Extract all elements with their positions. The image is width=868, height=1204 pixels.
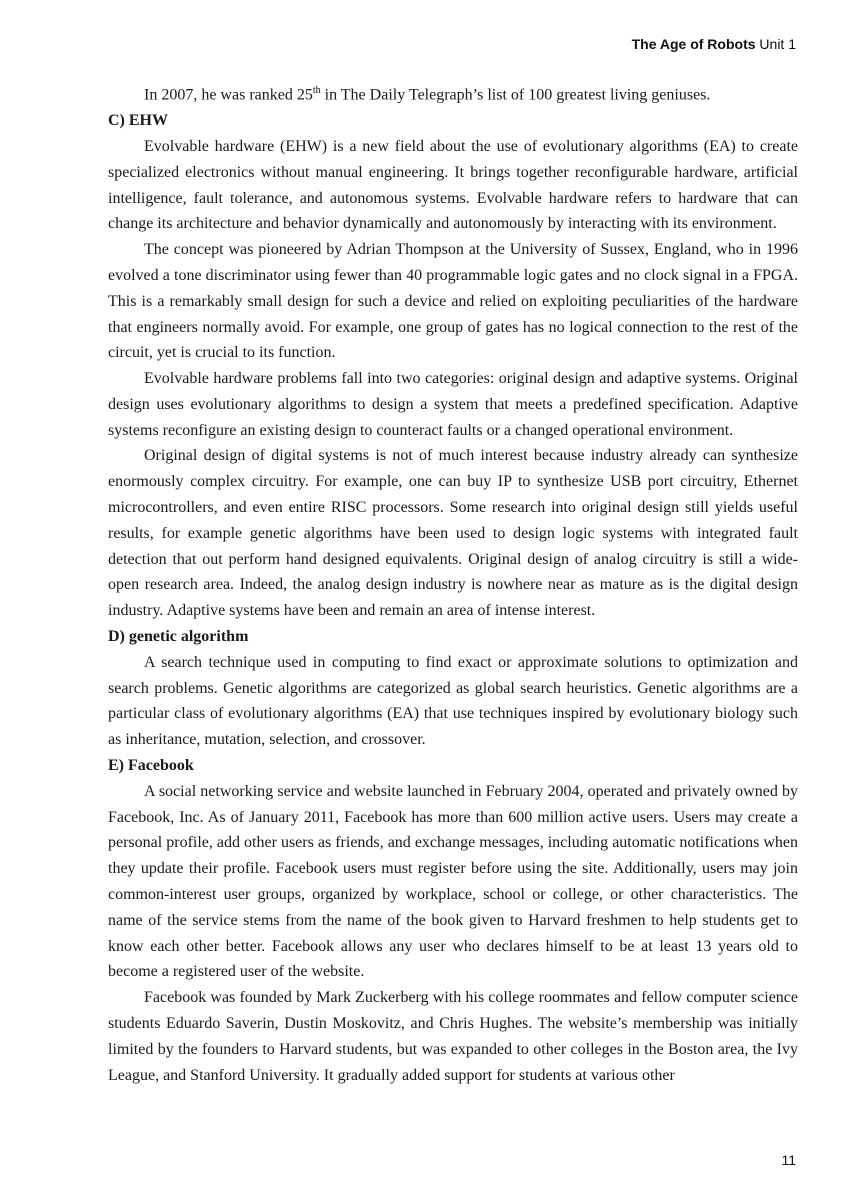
intro-text-start: In 2007, he was ranked 25 [144,86,313,104]
facebook-paragraph-2: Facebook was founded by Mark Zuckerberg with his college roommates and fellow computer science students Eduardo Saverin, Dustin Moskovitz, and Chris Hughes. The website’s membership was initially limited by the founders to Harvard students, but was expanded to other colleges in the Boston area, the Ivy League, and Stanford University. It gradually added support for students at various other [108,989,798,1084]
unit-label: Unit 1 [759,36,796,52]
page-number: 11 [781,1152,796,1168]
section-heading-facebook: E) Facebook [108,757,194,775]
ehw-paragraph-1: Evolvable hardware (EHW) is a new field about the use of evolutionary algorithms (EA) to create specialized electronics without manual engineering. It brings together reconfigurable hardware, artificial intelligence, fault tolerance, and autonomous systems. Evolvable hardware refers to hardware that can change its architecture and behavior dynamically and autonomously by interacting with its environment. [108,137,798,233]
ehw-paragraph-4: Original design of digital systems is not of much interest because industry already can synthesize enormously complex circuitry. For example, one can buy IP to synthesize USB port circuitry, Ethernet microcontrollers, and even entire RISC processors. Some research into original design still yields useful results, for example genetic algorithms have been used to design logic systems with integrated fault detection that out perform hand designed equivalents. Original design of analog circuitry is still a wide-open research area. Indeed, the analog design industry is nowhere near as mature as is the digital design industry. Adaptive systems have been and remain an area of intense interest. [108,447,798,620]
section-heading-ehw: C) EHW [108,112,168,130]
intro-text-end: in The Daily Telegraph’s list of 100 greatest living geniuses. [320,86,711,104]
running-header [632,36,796,52]
ordinal-suffix: th [312,85,321,96]
ehw-paragraph-3: Evolvable hardware problems fall into two categories: original design and adaptive systems. Original design uses evolutionary algorithms to design a system that meets a predefined specification. Adaptive systems reconfigure an existing design to counteract faults or a changed operational environment. [108,370,798,439]
genetic-algorithm-paragraph-1: A search technique used in computing to find exact or approximate solutions to optimization and search problems. Genetic algorithms are categorized as global search heuristics. Genetic algorithms are a particular class of evolutionary algorithms (EA) that use techniques inspired by evolutionary biology such as inheritance, mutation, selection, and crossover. [108,653,798,749]
body-text [108,78,798,1088]
facebook-paragraph-1: A social networking service and website launched in February 2004, operated and privately owned by Facebook, Inc. As of January 2011, Facebook has more than 600 million active users. Users may create a personal profile, add other users as friends, and exchange messages, including automatic notifications when they update their profile. Facebook users must register before using the site. Additionally, users may join common-interest user groups, organized by workplace, school or college, or other characteristics. The name of the service stems from the name of the book given to Harvard freshmen to help students get to know each other better. Facebook allows any user who declares himself to be at least 13 years old to become a registered user of the website. [108,782,798,981]
section-heading-genetic-algorithm: D) genetic algorithm [108,628,249,646]
ehw-paragraph-2: The concept was pioneered by Adrian Thompson at the University of Sussex, England, who in 1996 evolved a tone discriminator using fewer than 40 programmable logic gates and no clock signal in a FPGA. This is a remarkably small design for such a device and relied on exploiting peculiarities of the hardware that engineers normally avoid. For example, one group of gates has no logical connection to the rest of the circuit, yet is crucial to its function. [108,241,798,362]
intro-paragraph [108,78,798,108]
book-title: The Age of Robots [631,36,756,52]
